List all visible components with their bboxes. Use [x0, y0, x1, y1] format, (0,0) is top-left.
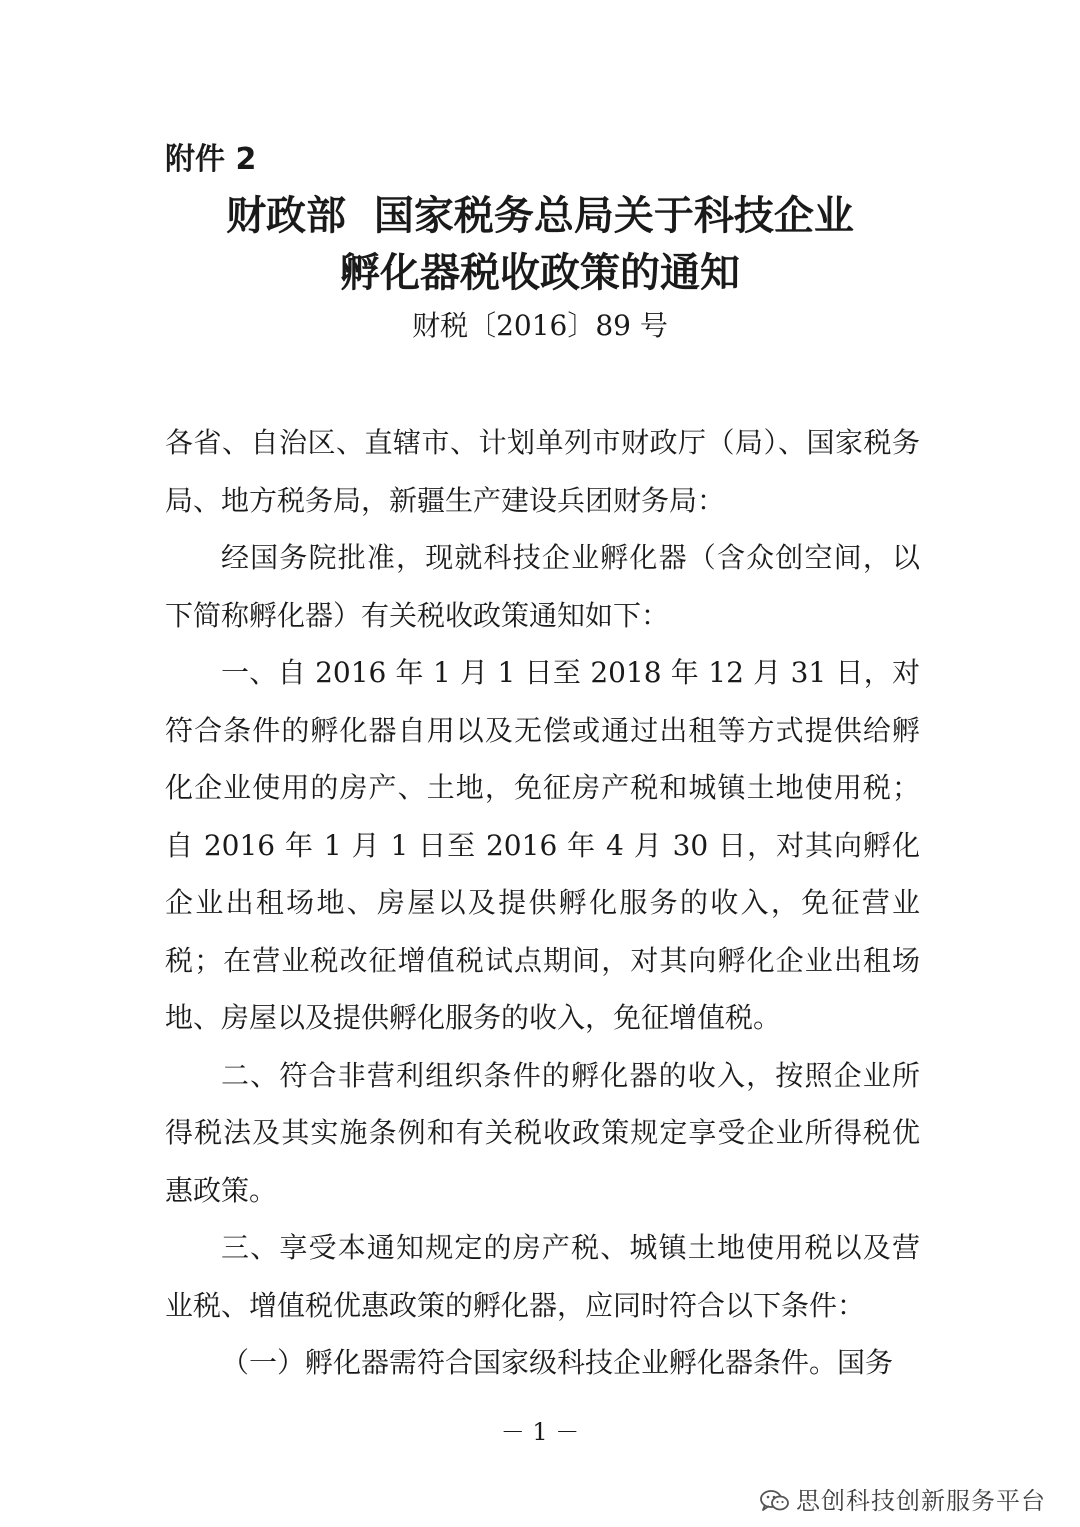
- attachment-label: 附件 2: [165, 142, 257, 177]
- document-title-line-2: 孵化器税收政策的通知: [340, 250, 740, 296]
- document-body: [165, 414, 920, 1392]
- addressee-paragraph: 各省、自治区、直辖市、计划单列市财政厅（局）、国家税务局、地方税务局，新疆生产建设兵团财务局：: [165, 426, 920, 517]
- document-number: 财税〔2016〕89 号: [412, 309, 668, 342]
- page-number: － 1 －: [500, 1418, 580, 1446]
- document-title-line-1: 财政部 国家税务总局关于科技企业: [226, 193, 854, 239]
- watermark: [760, 1486, 1046, 1516]
- body-paragraph: 二、符合非营利组织条件的孵化器的收入，按照企业所得税法及其实施条例和有关税收政策规定享受企业所得税优惠政策。: [165, 1058, 920, 1207]
- watermark-text: 思创科技创新服务平台: [796, 1487, 1046, 1515]
- body-paragraph: （一）孵化器需符合国家级科技企业孵化器条件。国务: [221, 1346, 894, 1379]
- body-paragraph: 经国务院批准，现就科技企业孵化器（含众创空间，以下简称孵化器）有关税收政策通知如下：: [165, 541, 920, 632]
- body-paragraph: 三、享受本通知规定的房产税、城镇土地使用税以及营业税、增值税优惠政策的孵化器，应同时符合以下条件：: [165, 1231, 920, 1322]
- wechat-icon: [760, 1489, 790, 1513]
- body-paragraph: 一、自 2016 年 1 月 1 日至 2018 年 12 月 31 日，对符合条件的孵化器自用以及无偿或通过出租等方式提供给孵化企业使用的房产、土地，免征房产税和城镇土地使用税；自 2016 年 1 月 1 日至 2016 年 4 月 30 日，对其向孵化企业出租场地、房屋以及提供孵化服务的收入，免征营业税；在营业税改征增值税试点期间，对其向孵化企业出租场地、房屋以及提供孵化服务的收入，免征增值税。: [165, 656, 920, 1034]
